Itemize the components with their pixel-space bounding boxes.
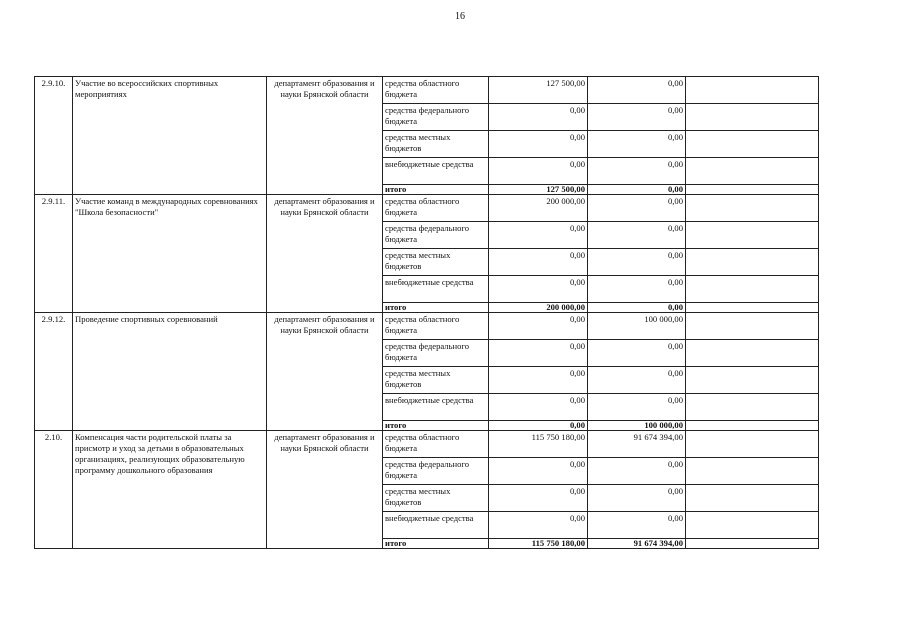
item-title: Компенсация части родительской платы за присмотр и уход за детьми в образовательных организациях, реализующих образовательную программу дошкольного образования bbox=[73, 431, 267, 549]
item-number: 2.10. bbox=[35, 431, 73, 549]
total-label: итого bbox=[383, 185, 489, 195]
amount-year-1: 0,00 bbox=[489, 222, 588, 249]
total-year-2: 100 000,00 bbox=[588, 421, 686, 431]
funding-source: средства областного бюджета bbox=[383, 195, 489, 222]
amount-year-2: 0,00 bbox=[588, 276, 686, 303]
empty-cell bbox=[686, 539, 819, 549]
total-label: итого bbox=[383, 421, 489, 431]
empty-cell bbox=[686, 340, 819, 367]
empty-cell bbox=[686, 394, 819, 421]
amount-year-2: 0,00 bbox=[588, 512, 686, 539]
item-title: Участие команд в международных соревнованиях "Школа безопасности" bbox=[73, 195, 267, 313]
responsible-org: департамент образования и науки Брянской области bbox=[267, 313, 383, 431]
responsible-org: департамент образования и науки Брянской области bbox=[267, 431, 383, 549]
table-row bbox=[35, 195, 819, 222]
amount-year-2: 0,00 bbox=[588, 394, 686, 421]
budget-table bbox=[34, 76, 819, 549]
total-year-1: 127 500,00 bbox=[489, 185, 588, 195]
table-row bbox=[35, 431, 819, 458]
total-label: итого bbox=[383, 303, 489, 313]
total-year-2: 0,00 bbox=[588, 303, 686, 313]
funding-source: средства местных бюджетов bbox=[383, 485, 489, 512]
funding-source: средства федерального бюджета bbox=[383, 222, 489, 249]
funding-source: внебюджетные средства bbox=[383, 276, 489, 303]
empty-cell bbox=[686, 512, 819, 539]
empty-cell bbox=[686, 458, 819, 485]
empty-cell bbox=[686, 195, 819, 222]
empty-cell bbox=[686, 313, 819, 340]
amount-year-2: 0,00 bbox=[588, 131, 686, 158]
funding-source: средства областного бюджета bbox=[383, 77, 489, 104]
amount-year-2: 0,00 bbox=[588, 249, 686, 276]
amount-year-1: 0,00 bbox=[489, 313, 588, 340]
funding-source: средства местных бюджетов bbox=[383, 131, 489, 158]
amount-year-1: 0,00 bbox=[489, 276, 588, 303]
empty-cell bbox=[686, 276, 819, 303]
amount-year-1: 0,00 bbox=[489, 458, 588, 485]
amount-year-2: 91 674 394,00 bbox=[588, 431, 686, 458]
empty-cell bbox=[686, 303, 819, 313]
funding-source: внебюджетные средства bbox=[383, 394, 489, 421]
amount-year-1: 115 750 180,00 bbox=[489, 431, 588, 458]
empty-cell bbox=[686, 421, 819, 431]
amount-year-1: 0,00 bbox=[489, 512, 588, 539]
item-title: Проведение спортивных соревнований bbox=[73, 313, 267, 431]
amount-year-2: 0,00 bbox=[588, 222, 686, 249]
amount-year-1: 127 500,00 bbox=[489, 77, 588, 104]
amount-year-1: 0,00 bbox=[489, 131, 588, 158]
total-year-1: 0,00 bbox=[489, 421, 588, 431]
table-row bbox=[35, 313, 819, 340]
empty-cell bbox=[686, 431, 819, 458]
table-row bbox=[35, 77, 819, 104]
item-number: 2.9.10. bbox=[35, 77, 73, 195]
responsible-org: департамент образования и науки Брянской области bbox=[267, 195, 383, 313]
total-year-2: 91 674 394,00 bbox=[588, 539, 686, 549]
empty-cell bbox=[686, 77, 819, 104]
amount-year-2: 0,00 bbox=[588, 195, 686, 222]
funding-source: средства федерального бюджета bbox=[383, 458, 489, 485]
empty-cell bbox=[686, 158, 819, 185]
item-number: 2.9.11. bbox=[35, 195, 73, 313]
funding-source: внебюджетные средства bbox=[383, 158, 489, 185]
item-number: 2.9.12. bbox=[35, 313, 73, 431]
funding-source: внебюджетные средства bbox=[383, 512, 489, 539]
amount-year-1: 0,00 bbox=[489, 249, 588, 276]
empty-cell bbox=[686, 222, 819, 249]
responsible-org: департамент образования и науки Брянской области bbox=[267, 77, 383, 195]
amount-year-2: 0,00 bbox=[588, 458, 686, 485]
empty-cell bbox=[686, 104, 819, 131]
empty-cell bbox=[686, 367, 819, 394]
amount-year-2: 0,00 bbox=[588, 158, 686, 185]
amount-year-1: 0,00 bbox=[489, 367, 588, 394]
funding-source: средства областного бюджета bbox=[383, 313, 489, 340]
total-label: итого bbox=[383, 539, 489, 549]
total-year-2: 0,00 bbox=[588, 185, 686, 195]
amount-year-2: 0,00 bbox=[588, 77, 686, 104]
empty-cell bbox=[686, 131, 819, 158]
funding-source: средства федерального бюджета bbox=[383, 340, 489, 367]
amount-year-1: 0,00 bbox=[489, 485, 588, 512]
item-title: Участие во всероссийских спортивных мероприятиях bbox=[73, 77, 267, 195]
funding-source: средства местных бюджетов bbox=[383, 367, 489, 394]
amount-year-1: 200 000,00 bbox=[489, 195, 588, 222]
amount-year-2: 0,00 bbox=[588, 367, 686, 394]
empty-cell bbox=[686, 485, 819, 512]
amount-year-2: 0,00 bbox=[588, 104, 686, 131]
empty-cell bbox=[686, 185, 819, 195]
funding-source: средства федерального бюджета bbox=[383, 104, 489, 131]
funding-source: средства местных бюджетов bbox=[383, 249, 489, 276]
page-number: 16 bbox=[455, 11, 465, 22]
amount-year-2: 0,00 bbox=[588, 340, 686, 367]
funding-source: средства областного бюджета bbox=[383, 431, 489, 458]
amount-year-1: 0,00 bbox=[489, 340, 588, 367]
total-year-1: 200 000,00 bbox=[489, 303, 588, 313]
total-year-1: 115 750 180,00 bbox=[489, 539, 588, 549]
amount-year-1: 0,00 bbox=[489, 158, 588, 185]
amount-year-2: 0,00 bbox=[588, 485, 686, 512]
amount-year-2: 100 000,00 bbox=[588, 313, 686, 340]
amount-year-1: 0,00 bbox=[489, 394, 588, 421]
amount-year-1: 0,00 bbox=[489, 104, 588, 131]
empty-cell bbox=[686, 249, 819, 276]
